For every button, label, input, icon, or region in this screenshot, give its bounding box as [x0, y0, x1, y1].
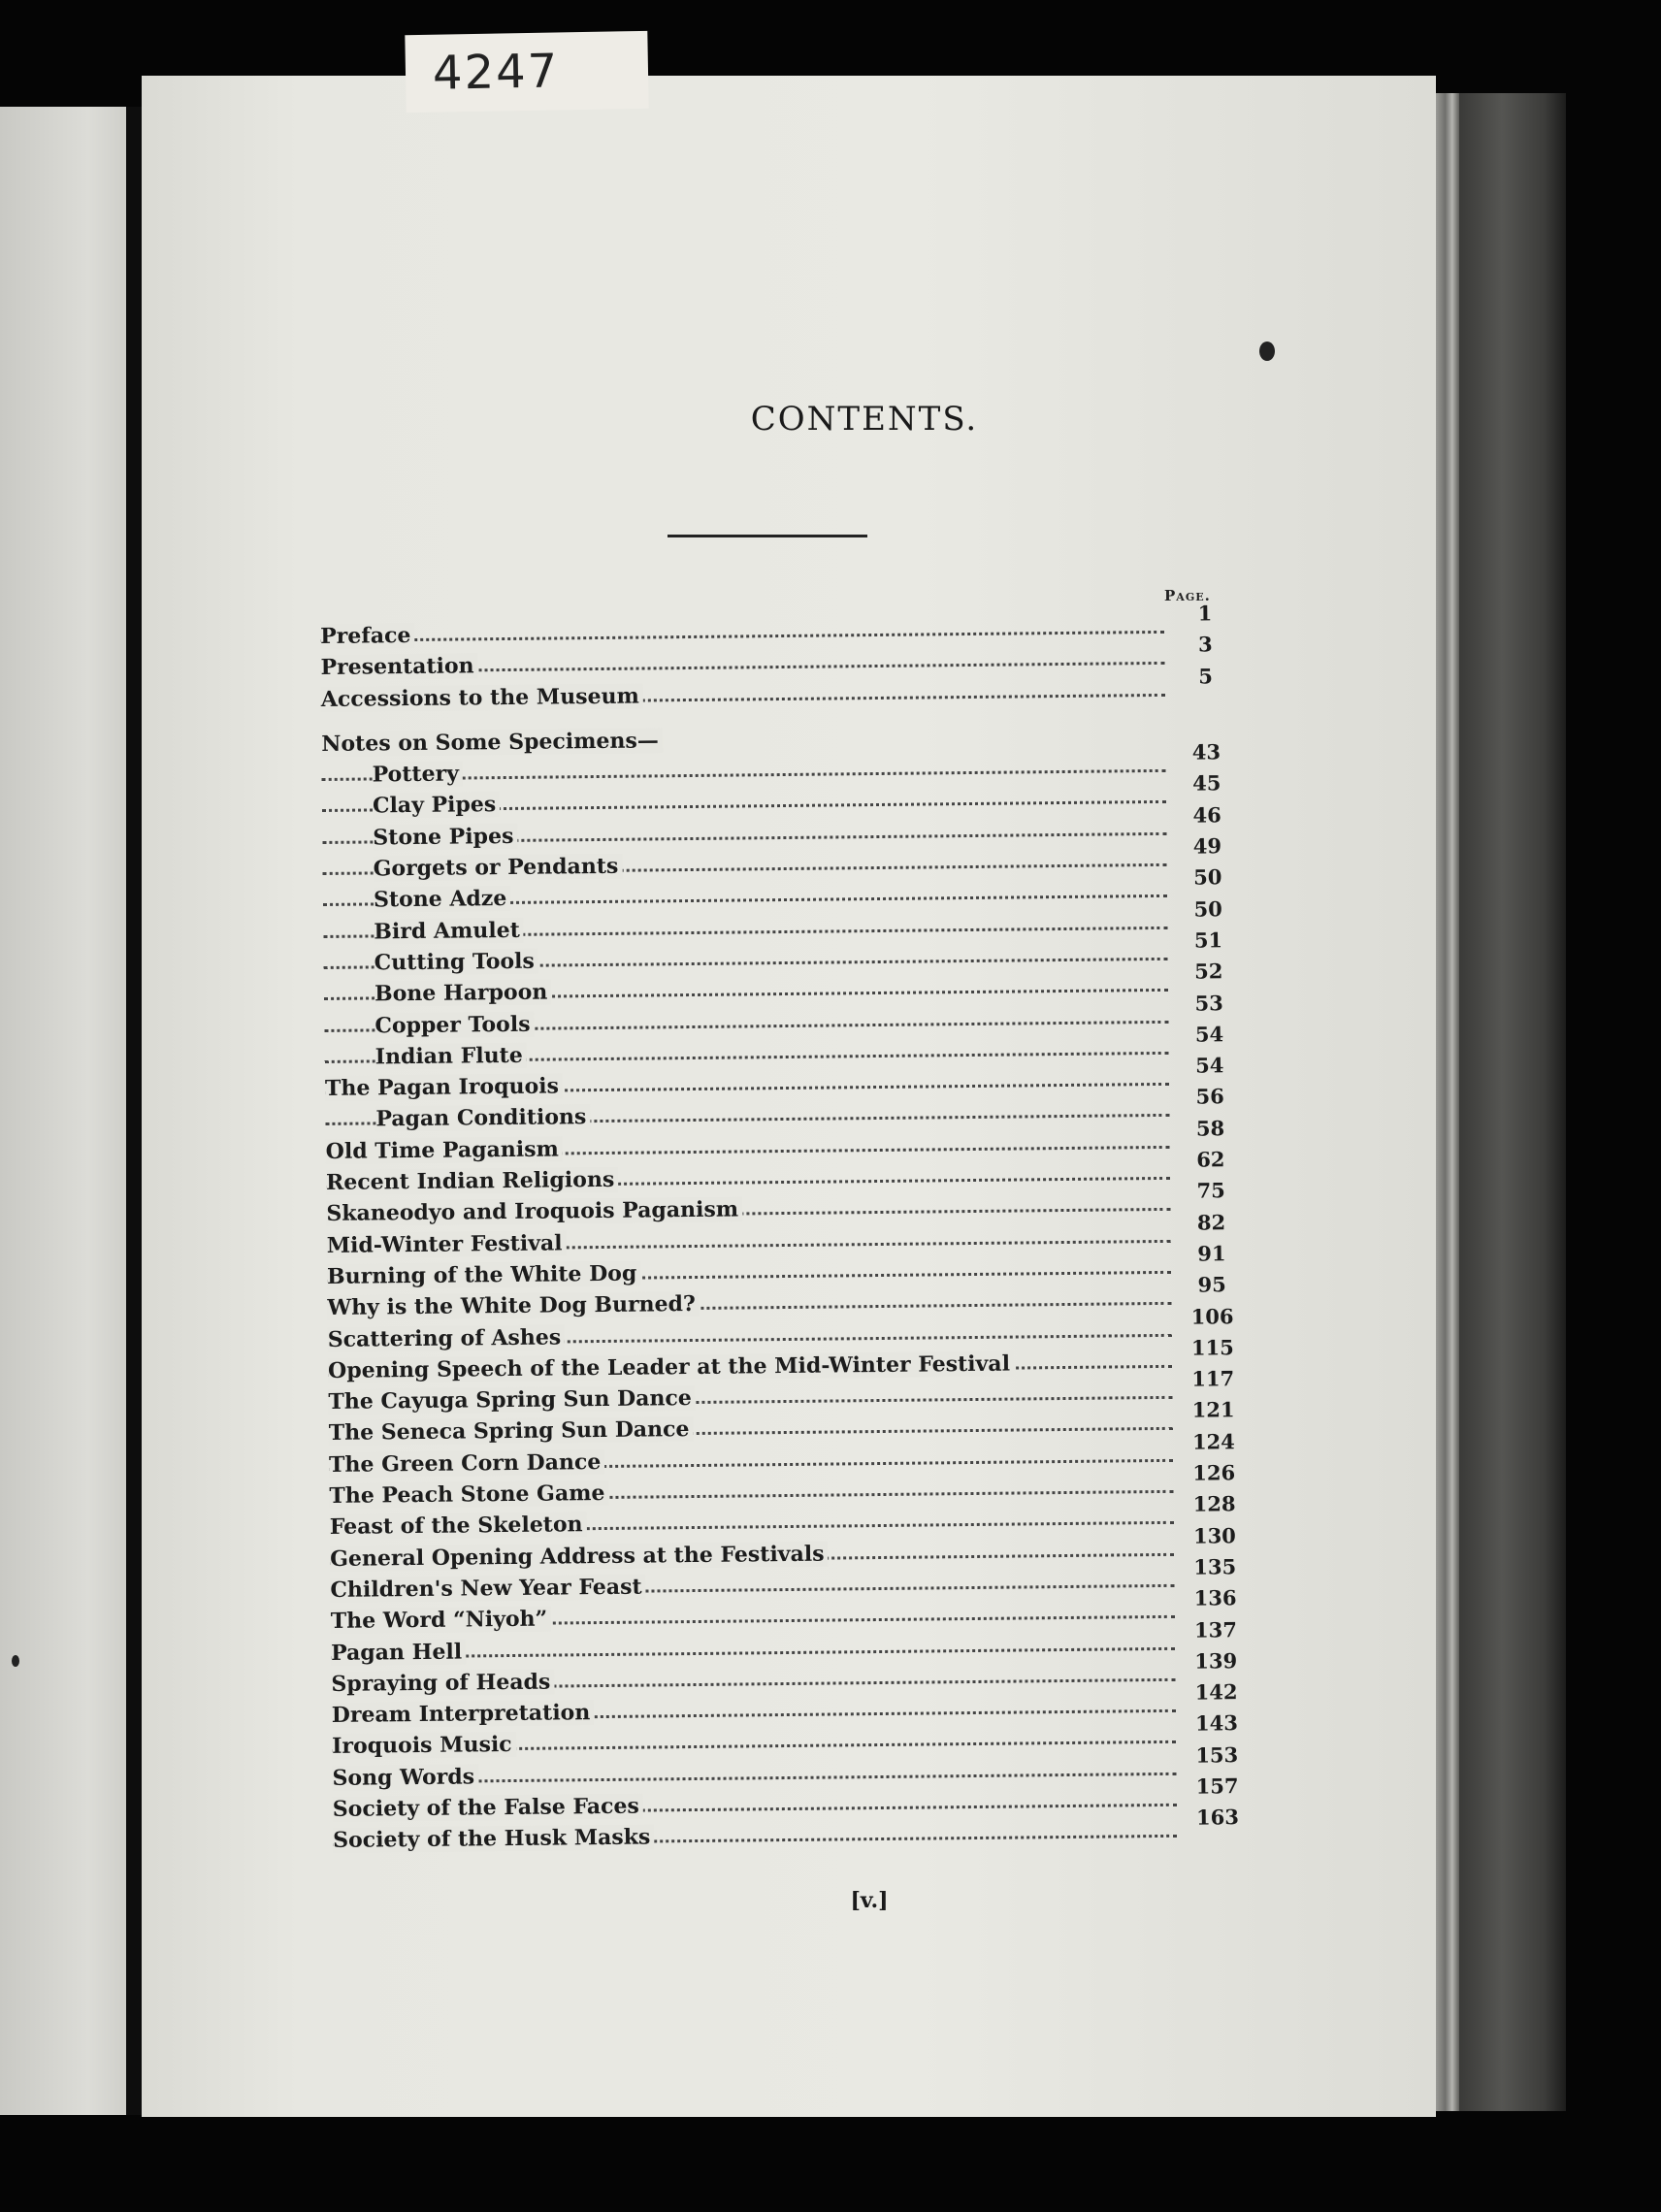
toc-entry-label: The Pagan Iroquois [325, 1071, 563, 1105]
toc-entry-page: 58 [1195, 1116, 1225, 1141]
toc-entry-label: Mid-Winter Festival [327, 1227, 567, 1261]
toc-entry-label: Cutting Tools [375, 946, 539, 979]
toc-entry-page: 117 [1191, 1366, 1235, 1391]
toc-entry-label: Society of the False Faces [333, 1791, 643, 1826]
dot-leader [320, 631, 1164, 642]
toc-entry-label: Iroquois Music [332, 1729, 516, 1762]
toc-entry-label: Clay Pipes [373, 790, 501, 823]
toc-entry-page: 82 [1196, 1209, 1226, 1235]
page-edges [1436, 93, 1459, 2111]
toc-entry-label: Pagan Conditions [375, 1102, 590, 1136]
toc-entry-page: 5 [1198, 663, 1214, 689]
ink-speck [1259, 342, 1275, 361]
toc-entry-page: 50 [1193, 895, 1222, 922]
toc-entry-page: 157 [1195, 1773, 1239, 1799]
toc-entry-label: Notes on Some Specimens— [321, 725, 663, 760]
toc-entry-page: 121 [1191, 1397, 1235, 1423]
toc-entry-page: 106 [1190, 1303, 1234, 1329]
toc-entry-label: Why is the White Dog Burned? [327, 1288, 700, 1323]
toc-entry-page: 91 [1197, 1241, 1226, 1266]
toc-entry-label: Accessions to the Museum [321, 680, 643, 715]
toc-entry-page: 126 [1192, 1460, 1236, 1485]
page-folio: [v.] [850, 1888, 889, 1913]
toc-entry-label: Feast of the Skeleton [330, 1509, 587, 1543]
toc-entry-label: Old Time Paganism [326, 1133, 563, 1167]
title-rule [668, 535, 867, 537]
toc-entry-label: The Peach Stone Game [329, 1478, 608, 1512]
toc-entry-page: 124 [1191, 1428, 1235, 1454]
ink-speck [12, 1655, 19, 1667]
toc-entry-page: 45 [1192, 770, 1221, 797]
toc-entry-page: 142 [1194, 1679, 1238, 1705]
toc-entry-page: 115 [1190, 1335, 1234, 1360]
toc-entry-page: 62 [1196, 1147, 1225, 1172]
toc-entry-label: The Seneca Spring Sun Dance [329, 1414, 694, 1448]
toc-entry-page: 130 [1192, 1522, 1236, 1548]
toc-entry-label: Dream Interpretation [332, 1697, 595, 1731]
toc-entry-page: 163 [1195, 1805, 1240, 1830]
toc-entry-label: Stone Adze [374, 883, 511, 916]
toc-entry-label: Pottery [372, 759, 463, 791]
toc-entry-label: The Cayuga Spring Sun Dance [328, 1382, 696, 1417]
toc-entry-page: 75 [1196, 1178, 1225, 1203]
toc-entry-page: 95 [1197, 1272, 1226, 1297]
toc-entry-page: 54 [1194, 1022, 1224, 1047]
toc-entry-page: 1 [1197, 601, 1213, 626]
toc-entry-page: 46 [1192, 802, 1221, 828]
toc-entry-page: 3 [1197, 632, 1213, 657]
catalog-tag: 4247 [405, 31, 648, 113]
toc-entry-label: Burning of the White Dog [327, 1258, 641, 1293]
toc-entry-label: Song Words [332, 1761, 478, 1794]
toc-entry-page: 54 [1195, 1053, 1224, 1078]
toc-entry-page: 139 [1194, 1647, 1238, 1674]
toc-entry-page: 51 [1193, 927, 1223, 953]
toc-entry-page: 135 [1193, 1554, 1237, 1579]
toc-entry-page: 53 [1194, 990, 1223, 1016]
toc-entry-page: 43 [1191, 739, 1221, 764]
toc-entry-label: Bone Harpoon [375, 977, 552, 1010]
toc-entry-label: Preface [320, 620, 415, 652]
toc-entry-page: 49 [1192, 833, 1222, 859]
toc-entry-label: Copper Tools [375, 1008, 534, 1041]
toc-entry-page: 153 [1195, 1741, 1239, 1768]
toc-entry-label: Scattering of Ashes [328, 1321, 566, 1355]
toc-entry-label: Opening Speech of the Leader at the Mid-Winter Festival [328, 1348, 1014, 1386]
toc-entry-page: 136 [1193, 1585, 1237, 1610]
page-column-header: Page. [1164, 587, 1211, 604]
toc-entry-label: Spraying of Heads [331, 1666, 554, 1700]
toc-entry-label: Pagan Hell [331, 1636, 466, 1669]
toc-entry-page: 128 [1192, 1491, 1236, 1516]
toc-entry-page: 137 [1193, 1616, 1237, 1643]
toc-entry-label: General Opening Address at the Festivals [330, 1538, 829, 1575]
toc-entry-page: 52 [1194, 959, 1223, 984]
table-of-contents [320, 601, 1254, 1856]
toc-entry-label: Society of the Husk Masks [333, 1822, 655, 1857]
page-title: CONTENTS. [750, 400, 979, 439]
toc-entry-label: Children's New Year Feast [330, 1571, 646, 1606]
toc-entry-label: Stone Pipes [373, 821, 517, 854]
toc-entry-label: Bird Amulet [374, 914, 524, 947]
toc-entry-label: Gorgets or Pendants [374, 851, 623, 885]
toc-entry-label: Recent Indian Religions [326, 1164, 619, 1198]
toc-entry-label: The Green Corn Dance [329, 1447, 605, 1480]
toc-entry-label: Presentation [320, 651, 477, 684]
toc-entry-page: 56 [1195, 1084, 1224, 1110]
toc-entry-label: Skaneodyo and Iroquois Paganism [326, 1194, 742, 1230]
toc-entry-page: 50 [1193, 864, 1222, 890]
book-cover-edge [1459, 93, 1566, 2111]
toc-entry-label: The Word “Niyoh” [331, 1604, 552, 1638]
toc-entry-label: Indian Flute [375, 1040, 527, 1073]
toc-entry-page: 143 [1194, 1710, 1239, 1737]
